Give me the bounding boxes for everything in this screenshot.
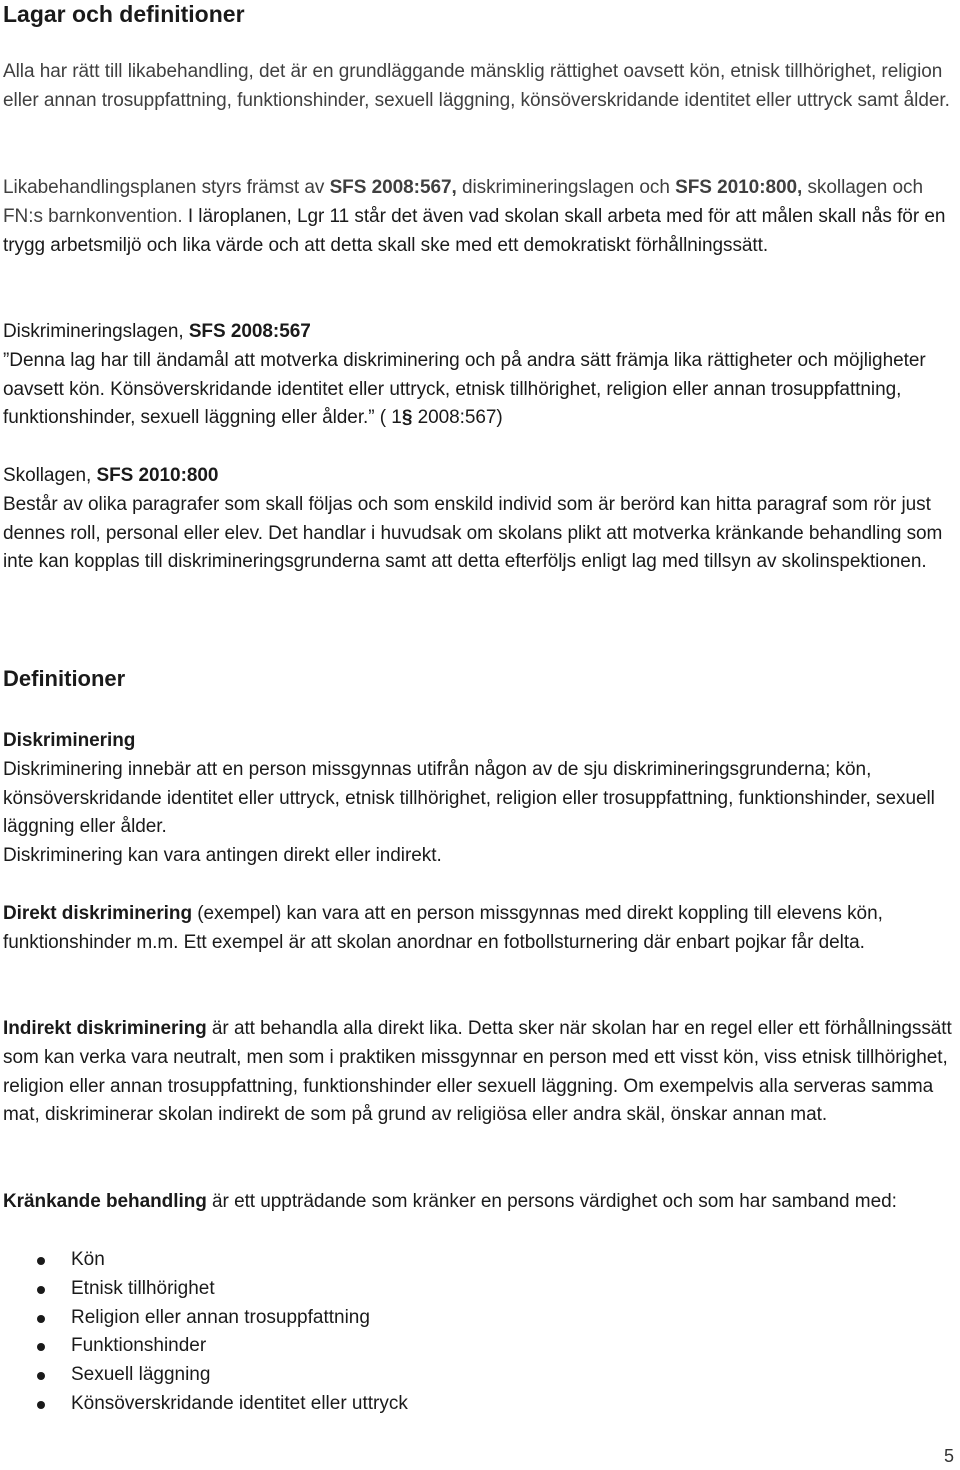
section-sign: § [401,407,413,429]
plan-paragraph [3,174,957,260]
list-item: Religion eller annan trosuppfattning [3,1304,408,1333]
list-item: Könsöverskridande identitet eller uttryck [3,1390,408,1419]
definition-term: Direkt diskriminering [3,903,193,924]
direkt-definition [3,900,957,958]
plan-text: skollagen och FN:s barnkonvention. [3,177,924,227]
sfs-2010-link: SFS 2010:800, [675,177,803,198]
skollagen-section [3,462,957,577]
section-sfs: SFS 2008:567 [188,321,311,342]
list-item: Etnisk tillhörighet [3,1275,408,1304]
list-item: Kön [3,1246,408,1275]
page-title: Lagar och definitioner [3,1,245,27]
section-sfs: SFS 2010:800 [96,465,219,486]
plan-text: diskrimineringslagen och [456,177,676,198]
law-reference: 2008:567) [412,407,503,429]
diskriminering-definition [3,727,957,871]
intro-paragraph: Alla har rätt till likabehandling, det är en grundläggande mänsklig rättighet oavsett kön, etnisk tillhörighet, religion eller annan trosuppfattning, funktionshinder, sexuell läggning, könsöverskridande identitet eller uttryck samt ålder. [3,61,950,111]
law-quote: ”Denna lag har till ändamål att motverka diskriminering och på andra sätt främja lika rättigheter och möjligheter oavsett kön. Könsöverskridande identitet eller uttryck, etnisk tillhörighet, religion eller annan trosuppfattning, funktionshinder, sexuell läggning eller ålder.” [3,349,926,429]
page-number: 5 [943,1446,954,1466]
plan-text: Likabehandlingsplanen styrs främst av [3,177,330,198]
definition-title: Diskriminering [3,730,136,751]
definition-text: är ett uppträdande som kränker en persons värdighet och som har samband med: [206,1191,897,1212]
diskrimineringslagen-section [3,318,957,433]
krankande-definition [3,1188,957,1217]
section-label: Diskrimineringslagen, [3,321,189,342]
definition-term: Indirekt diskriminering [3,1018,207,1039]
skollagen-text: Består av olika paragrafer som skall följas och som enskild individ som är berörd kan hitta paragraf som rör just dennes roll, personal eller elev. Det handlar i huvudsak om skolans plikt att motverka kränkande behandling som inte kan kopplas till diskrimineringsgrunderna samt att detta efterföljs enligt lag med tillsyn av skolinspektionen. [3,493,943,573]
definition-text: är att behandla alla direkt lika. Detta sker när skolan har en regel eller ett förhållningssätt som kan verka vara neutralt, men som i praktiken missgynnar en person med ett visst kön, viss etnisk tillhörighet, religion eller annan trosuppfattning, funktionshinder eller sexuell läggning. Om exempelvis alla serveras samma mat, diskriminerar skolan indirekt de som på grund av religiösa eller andra skäl, önskar annan mat. [3,1018,952,1126]
law-reference: ( 1 [374,407,402,429]
definition-term: Kränkande behandling [3,1191,207,1212]
list-item: Funktionshinder [3,1332,408,1361]
definition-text: Diskriminering kan vara antingen direkt eller indirekt. [3,845,442,867]
indirekt-definition [3,1015,957,1130]
section-label: Skollagen, [3,465,97,486]
grounds-list [3,1246,408,1419]
definition-text: (exempel) kan vara att en person missgynnas med direkt koppling till elevens kön, funktionshinder m.m. Ett exempel är att skolan anordnar en fotbollsturnering där enbart pojkar får delta. [3,903,883,953]
list-item: Sexuell läggning [3,1361,408,1390]
plan-text: I läroplanen, Lgr 11 står det även vad skolan skall arbeta med för att målen skall nås för en trygg arbetsmiljö och lika värde och att detta skall ske med ett demokratiskt förhållningssätt. [3,205,946,256]
definitions-heading: Definitioner [3,666,126,691]
sfs-2008-link: SFS 2008:567, [329,177,457,198]
definition-text: Diskriminering innebär att en person missgynnas utifrån någon av de sju diskrimineringsgrunderna; kön, könsöverskridande identitet eller uttryck, etnisk tillhörighet, religion eller trosuppfattning, funktionshinder, sexuell läggning eller ålder. [3,758,935,838]
